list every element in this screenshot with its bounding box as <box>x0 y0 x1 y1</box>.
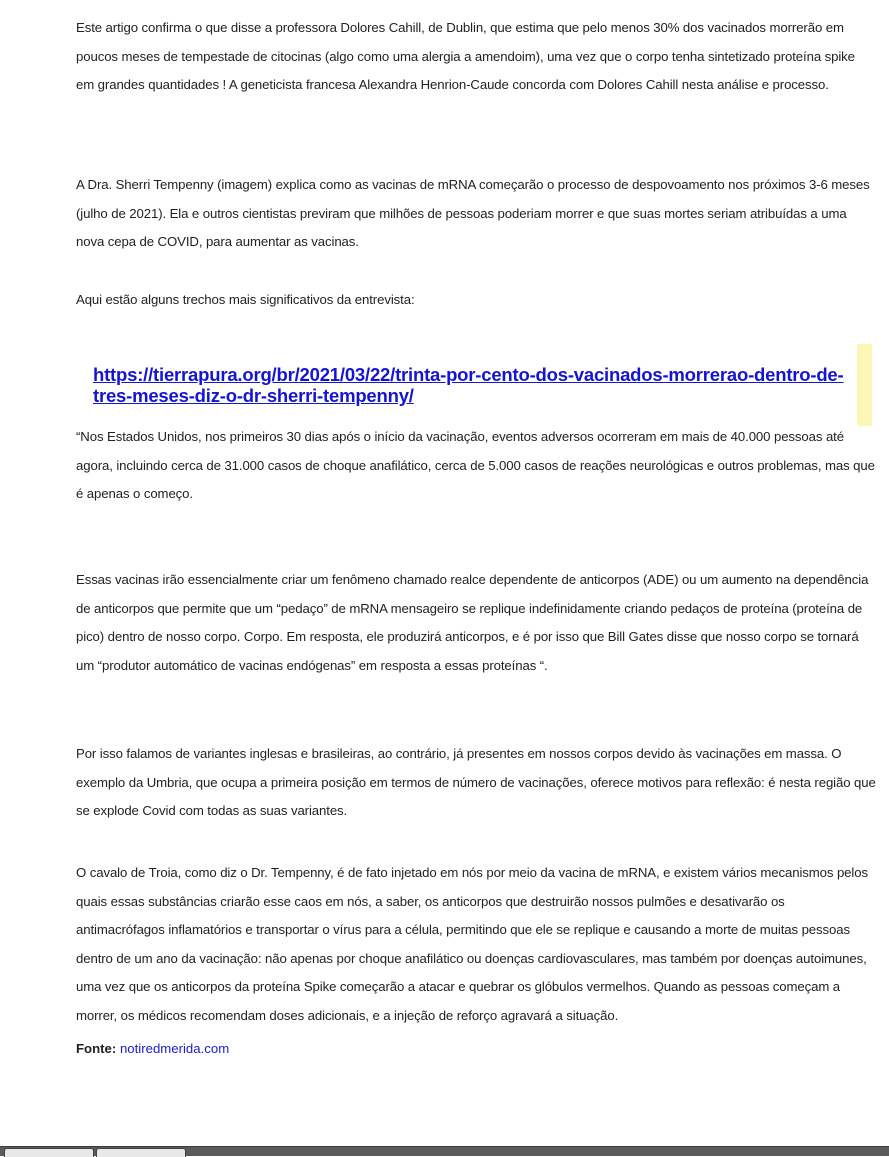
taskbar-tab[interactable] <box>96 1148 186 1157</box>
paragraph-cahill: Este artigo confirma o que disse a professora Dolores Cahill, de Dublin, que estima que pelo menos 30% dos vacinados morrerão em poucos meses de tempestade de citocinas (algo como uma alergia a amendoim), uma vez que o corpo tenha sintetizado proteína spike em grandes quantidades ! A geneticista francesa Alexandra Henrion-Caude concorda com Dolores Cahill nesta análise e processo. <box>76 20 855 92</box>
source-link[interactable]: notiredmerida.com <box>119 1041 230 1056</box>
paragraph-variants: Por isso falamos de variantes inglesas e brasileiras, ao contrário, já presentes em nossos corpos devido às vacinações em massa. O exemplo da Umbria, que ocupa a primeira posição em termos de número de vacinações, oferece motivos para reflexão: é nesta região que se explode Covid com todas as suas variantes. <box>76 746 876 818</box>
paragraph-excerpts-intro: Aqui estão alguns trechos mais significativos da entrevista: <box>76 292 415 307</box>
source-label: Fonte: <box>76 1041 117 1056</box>
reference-link[interactable]: https://tierrapura.org/br/2021/03/22/trinta-por-cento-dos-vacinados-morrerao-dentro-de-tres-meses-diz-o-dr-sherri-tempenny/ <box>93 364 844 406</box>
highlight-bar <box>857 344 872 426</box>
source-line <box>76 1035 229 1063</box>
paragraph-adverse-events: “Nos Estados Unidos, nos primeiros 30 dias após o início da vacinação, eventos adversos ocorreram em mais de 40.000 pessoas até agora, incluindo cerca de 31.000 casos de choque anafilático, cerca de 5.000 casos de reações neurológicas e outros problemas, mas que é apenas o começo. <box>76 429 875 501</box>
taskbar-tab[interactable] <box>4 1148 94 1157</box>
paragraph-trojan-horse: O cavalo de Troia, como diz o Dr. Tempenny, é de fato injetado em nós por meio da vacina de mRNA, e existem vários mecanismos pelos quais essas substâncias criarão esse caos em nós, a saber, os anticorpos que destruirão nossos pulmões e desativarão os antimacrófagos inflamatórios e transportar o vírus para a célula, permitindo que ele se replique e causando a morte de muitas pessoas dentro de um ano da vacinação: não apenas por choque anafilático ou doenças cardiovasculares, mas também por doenças autoimunes, uma vez que os anticorpos da proteína Spike começarão a atacar e quebrar os glóbulos vermelhos. Quando as pessoas começam a morrer, os médicos recomendam doses adicionais, e a injeção de reforço agravará a situação. <box>76 865 868 1023</box>
paragraph-tempenny: A Dra. Sherri Tempenny (imagem) explica como as vacinas de mRNA começarão o processo de despovoamento nos próximos 3-6 meses (julho de 2021). Ela e outros cientistas previram que milhões de pessoas poderiam morrer e que suas mortes seriam atribuídas a uma nova cepa de COVID, para aumentar as vacinas. <box>76 177 870 249</box>
paragraph-ade: Essas vacinas irão essencialmente criar um fenômeno chamado realce dependente de anticorpos (ADE) ou um aumento na dependência de anticorpos que permite que um “pedaço” de mRNA mensageiro se replique indefinidamente criando pedaços de proteína (proteína de pico) dentro de nosso corpo. Corpo. Em resposta, ele produzirá anticorpos, e é por isso que Bill Gates disse que nosso corpo se tornará um “produtor automático de vacinas endógenas” em resposta a essas proteínas “. <box>76 572 869 673</box>
